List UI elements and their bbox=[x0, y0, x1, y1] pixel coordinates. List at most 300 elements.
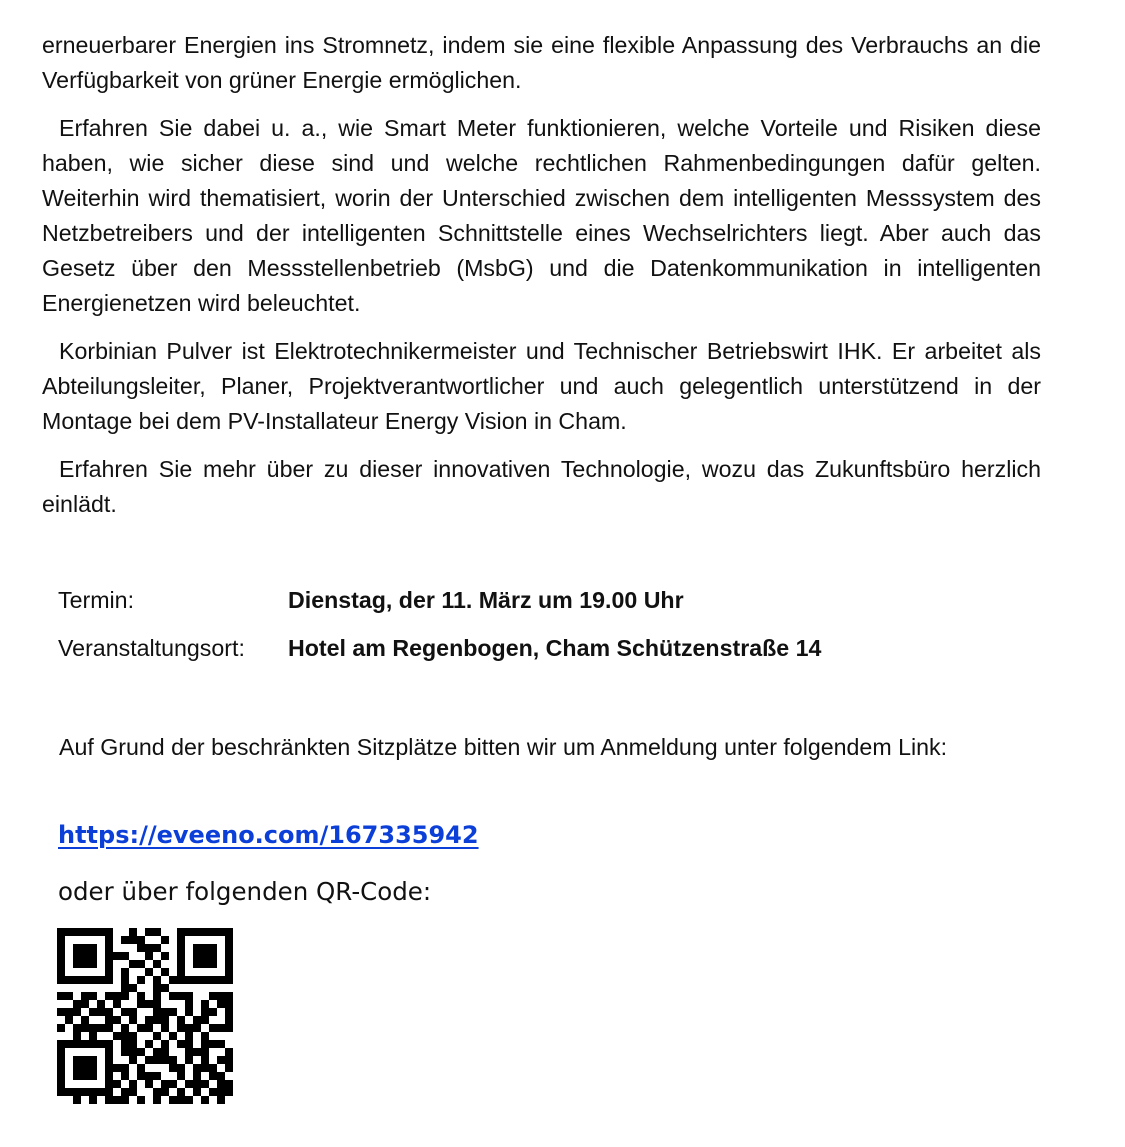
qr-module bbox=[81, 928, 89, 936]
qr-module bbox=[217, 960, 225, 968]
qr-module bbox=[113, 1040, 121, 1048]
qr-module bbox=[97, 968, 105, 976]
qr-module bbox=[177, 936, 185, 944]
qr-module bbox=[217, 1016, 225, 1024]
qr-module bbox=[145, 1064, 153, 1072]
qr-module bbox=[225, 1048, 233, 1056]
qr-module bbox=[97, 1000, 105, 1008]
qr-module bbox=[169, 1056, 177, 1064]
qr-module bbox=[105, 960, 113, 968]
qr-module bbox=[161, 1000, 169, 1008]
qr-module bbox=[145, 984, 153, 992]
qr-module bbox=[201, 1056, 209, 1064]
qr-module bbox=[177, 1000, 185, 1008]
qr-module bbox=[153, 1008, 161, 1016]
qr-module bbox=[161, 1024, 169, 1032]
qr-module bbox=[161, 1080, 169, 1088]
qr-module bbox=[137, 1072, 145, 1080]
qr-module bbox=[105, 928, 113, 936]
qr-module bbox=[73, 936, 81, 944]
qr-module bbox=[129, 960, 137, 968]
qr-module bbox=[65, 1016, 73, 1024]
qr-module bbox=[193, 1008, 201, 1016]
qr-module bbox=[65, 1048, 73, 1056]
qr-module bbox=[177, 1024, 185, 1032]
qr-module bbox=[217, 1032, 225, 1040]
qr-module bbox=[113, 976, 121, 984]
qr-module bbox=[129, 1072, 137, 1080]
qr-module bbox=[153, 1048, 161, 1056]
qr-module bbox=[57, 952, 65, 960]
qr-module bbox=[169, 984, 177, 992]
qr-module bbox=[209, 1064, 217, 1072]
qr-module bbox=[57, 1032, 65, 1040]
qr-module bbox=[65, 1088, 73, 1096]
qr-module bbox=[161, 1016, 169, 1024]
qr-module bbox=[57, 984, 65, 992]
qr-module bbox=[161, 1032, 169, 1040]
qr-module bbox=[193, 984, 201, 992]
qr-module bbox=[105, 976, 113, 984]
qr-module bbox=[153, 976, 161, 984]
qr-module bbox=[145, 1032, 153, 1040]
qr-module bbox=[121, 960, 129, 968]
qr-module bbox=[89, 992, 97, 1000]
qr-module bbox=[185, 1064, 193, 1072]
qr-module bbox=[89, 928, 97, 936]
qr-module bbox=[209, 1008, 217, 1016]
qr-module bbox=[161, 992, 169, 1000]
qr-module bbox=[153, 1024, 161, 1032]
qr-module bbox=[225, 992, 233, 1000]
qr-module bbox=[97, 960, 105, 968]
qr-module bbox=[57, 1016, 65, 1024]
qr-module bbox=[193, 1088, 201, 1096]
qr-module bbox=[209, 1016, 217, 1024]
qr-module bbox=[201, 944, 209, 952]
qr-module bbox=[177, 984, 185, 992]
qr-module bbox=[105, 1088, 113, 1096]
qr-module bbox=[153, 1056, 161, 1064]
qr-module bbox=[225, 1000, 233, 1008]
qr-module bbox=[193, 1032, 201, 1040]
qr-module bbox=[209, 1088, 217, 1096]
qr-module bbox=[129, 1040, 137, 1048]
qr-module bbox=[153, 1072, 161, 1080]
qr-module bbox=[225, 1080, 233, 1088]
qr-module bbox=[73, 944, 81, 952]
qr-module bbox=[185, 984, 193, 992]
qr-module bbox=[185, 928, 193, 936]
qr-module bbox=[145, 1048, 153, 1056]
qr-module bbox=[57, 928, 65, 936]
event-location-value: Hotel am Regenbogen, Cham Schützenstraße 14 bbox=[288, 635, 822, 661]
qr-module bbox=[209, 968, 217, 976]
qr-module bbox=[81, 992, 89, 1000]
qr-module bbox=[113, 1016, 121, 1024]
qr-module bbox=[89, 1056, 97, 1064]
invitation-paragraph: Erfahren Sie mehr über zu dieser innovativen Technologie, wozu das Zukunftsbüro herzlich einlädt. bbox=[42, 456, 1041, 517]
event-location-label: Veranstaltungsort: bbox=[58, 635, 245, 661]
qr-module bbox=[97, 1032, 105, 1040]
qr-module bbox=[73, 976, 81, 984]
qr-module bbox=[57, 944, 65, 952]
qr-module bbox=[121, 976, 129, 984]
qr-module bbox=[201, 1040, 209, 1048]
qr-module bbox=[81, 976, 89, 984]
registration-link[interactable]: https://eveeno.com/167335942 bbox=[58, 821, 479, 849]
qr-module bbox=[145, 1000, 153, 1008]
qr-module bbox=[193, 1024, 201, 1032]
qr-module bbox=[193, 1000, 201, 1008]
qr-module bbox=[201, 976, 209, 984]
qr-module bbox=[121, 1080, 129, 1088]
qr-module bbox=[161, 976, 169, 984]
qr-module bbox=[121, 1040, 129, 1048]
qr-module bbox=[73, 1072, 81, 1080]
qr-module bbox=[161, 984, 169, 992]
qr-module bbox=[129, 1064, 137, 1072]
qr-module bbox=[209, 1032, 217, 1040]
qr-module bbox=[185, 1088, 193, 1096]
qr-module bbox=[81, 1024, 89, 1032]
qr-module bbox=[121, 952, 129, 960]
qr-module bbox=[65, 976, 73, 984]
qr-module bbox=[113, 1088, 121, 1096]
qr-module bbox=[129, 936, 137, 944]
qr-module bbox=[121, 1016, 129, 1024]
qr-module bbox=[145, 1024, 153, 1032]
qr-module bbox=[209, 936, 217, 944]
qr-module bbox=[153, 944, 161, 952]
qr-module bbox=[73, 1024, 81, 1032]
qr-module bbox=[169, 1008, 177, 1016]
qr-module bbox=[137, 936, 145, 944]
qr-module bbox=[209, 1080, 217, 1088]
qr-module bbox=[65, 1024, 73, 1032]
qr-module bbox=[105, 1048, 113, 1056]
qr-module bbox=[89, 952, 97, 960]
qr-module bbox=[185, 976, 193, 984]
qr-module bbox=[57, 1056, 65, 1064]
qr-module bbox=[209, 1072, 217, 1080]
qr-module bbox=[209, 960, 217, 968]
qr-module bbox=[153, 1096, 161, 1104]
qr-module bbox=[129, 1096, 137, 1104]
qr-module bbox=[137, 1080, 145, 1088]
qr-module bbox=[201, 984, 209, 992]
qr-module bbox=[97, 1056, 105, 1064]
qr-module bbox=[169, 1088, 177, 1096]
qr-module bbox=[137, 976, 145, 984]
qr-module bbox=[129, 1048, 137, 1056]
qr-module bbox=[145, 1040, 153, 1048]
qr-module bbox=[169, 1072, 177, 1080]
qr-module bbox=[121, 944, 129, 952]
qr-module bbox=[65, 984, 73, 992]
qr-module bbox=[225, 944, 233, 952]
qr-module bbox=[217, 936, 225, 944]
qr-module bbox=[185, 1008, 193, 1016]
qr-module bbox=[153, 928, 161, 936]
qr-module bbox=[209, 1056, 217, 1064]
qr-module bbox=[177, 976, 185, 984]
qr-module bbox=[65, 1096, 73, 1104]
qr-module bbox=[201, 1096, 209, 1104]
qr-module bbox=[137, 1064, 145, 1072]
qr-module bbox=[97, 928, 105, 936]
qr-module bbox=[225, 1040, 233, 1048]
qr-module bbox=[209, 992, 217, 1000]
qr-module bbox=[209, 1040, 217, 1048]
qr-module bbox=[89, 1088, 97, 1096]
qr-module bbox=[177, 928, 185, 936]
qr-module bbox=[113, 1064, 121, 1072]
qr-module bbox=[209, 928, 217, 936]
qr-module bbox=[169, 1064, 177, 1072]
qr-module bbox=[73, 984, 81, 992]
qr-module bbox=[209, 1096, 217, 1104]
qr-module bbox=[81, 1048, 89, 1056]
qr-module bbox=[161, 1088, 169, 1096]
qr-module bbox=[105, 1064, 113, 1072]
qr-module bbox=[185, 1000, 193, 1008]
qr-module bbox=[225, 1016, 233, 1024]
qr-module bbox=[225, 1088, 233, 1096]
qr-module bbox=[161, 928, 169, 936]
qr-module bbox=[97, 1064, 105, 1072]
qr-module bbox=[105, 944, 113, 952]
qr-module bbox=[73, 1032, 81, 1040]
qr-module bbox=[177, 1096, 185, 1104]
qr-module bbox=[185, 1032, 193, 1040]
qr-module bbox=[145, 968, 153, 976]
qr-module bbox=[89, 960, 97, 968]
qr-module bbox=[137, 944, 145, 952]
qr-module bbox=[57, 936, 65, 944]
qr-module bbox=[65, 1008, 73, 1016]
qr-module bbox=[73, 1000, 81, 1008]
qr-module bbox=[169, 1016, 177, 1024]
qr-module bbox=[89, 1096, 97, 1104]
qr-module bbox=[169, 936, 177, 944]
qr-module bbox=[185, 1024, 193, 1032]
qr-module bbox=[81, 968, 89, 976]
qr-module bbox=[97, 1016, 105, 1024]
qr-module bbox=[129, 968, 137, 976]
qr-module bbox=[169, 1040, 177, 1048]
qr-module bbox=[177, 1048, 185, 1056]
qr-module bbox=[113, 1072, 121, 1080]
qr-module bbox=[217, 1088, 225, 1096]
qr-module bbox=[137, 960, 145, 968]
qr-module bbox=[193, 1040, 201, 1048]
qr-module bbox=[145, 960, 153, 968]
qr-module bbox=[161, 936, 169, 944]
qr-module bbox=[193, 1048, 201, 1056]
qr-module bbox=[201, 992, 209, 1000]
qr-module bbox=[217, 1056, 225, 1064]
qr-module bbox=[81, 1008, 89, 1016]
qr-module bbox=[153, 1064, 161, 1072]
qr-module bbox=[105, 936, 113, 944]
qr-module bbox=[73, 1088, 81, 1096]
qr-module bbox=[137, 928, 145, 936]
qr-module bbox=[81, 984, 89, 992]
registration-paragraph: Auf Grund der beschränkten Sitzplätze bitten wir um Anmeldung unter folgendem Link: bbox=[59, 734, 948, 760]
qr-module bbox=[177, 1040, 185, 1048]
qr-module bbox=[225, 1064, 233, 1072]
qr-module bbox=[177, 968, 185, 976]
qr-module bbox=[185, 1080, 193, 1088]
qr-module bbox=[217, 976, 225, 984]
qr-module bbox=[97, 1088, 105, 1096]
qr-module bbox=[193, 968, 201, 976]
event-date-row bbox=[58, 583, 821, 618]
qr-module bbox=[137, 1032, 145, 1040]
qr-module bbox=[129, 928, 137, 936]
qr-module bbox=[89, 1008, 97, 1016]
qr-module bbox=[225, 1024, 233, 1032]
qr-module bbox=[129, 952, 137, 960]
qr-module bbox=[153, 952, 161, 960]
qr-module bbox=[121, 992, 129, 1000]
qr-module bbox=[137, 1008, 145, 1016]
qr-module bbox=[121, 1064, 129, 1072]
qr-module bbox=[129, 984, 137, 992]
qr-module bbox=[201, 928, 209, 936]
document-body bbox=[42, 28, 1041, 522]
qr-module bbox=[145, 976, 153, 984]
qr-module bbox=[113, 1048, 121, 1056]
qr-module bbox=[89, 1024, 97, 1032]
qr-module bbox=[161, 968, 169, 976]
qr-module bbox=[137, 968, 145, 976]
qr-module bbox=[81, 1056, 89, 1064]
qr-module bbox=[73, 1080, 81, 1088]
qr-module bbox=[185, 952, 193, 960]
qr-module bbox=[97, 1024, 105, 1032]
qr-module bbox=[137, 1040, 145, 1048]
qr-module bbox=[217, 1008, 225, 1016]
qr-module bbox=[97, 1008, 105, 1016]
qr-module bbox=[73, 1040, 81, 1048]
qr-module bbox=[193, 944, 201, 952]
qr-module bbox=[105, 952, 113, 960]
qr-module bbox=[73, 952, 81, 960]
qr-module bbox=[81, 1016, 89, 1024]
qr-module bbox=[225, 984, 233, 992]
qr-module bbox=[97, 1040, 105, 1048]
qr-module bbox=[97, 1072, 105, 1080]
qr-code-image bbox=[57, 928, 233, 1104]
qr-module bbox=[193, 952, 201, 960]
qr-module bbox=[169, 1000, 177, 1008]
qr-module bbox=[225, 952, 233, 960]
qr-module bbox=[73, 1016, 81, 1024]
qr-module bbox=[57, 1024, 65, 1032]
qr-module bbox=[105, 1096, 113, 1104]
qr-module bbox=[169, 1024, 177, 1032]
qr-module bbox=[153, 968, 161, 976]
qr-module bbox=[217, 952, 225, 960]
event-date-label: Termin: bbox=[58, 587, 135, 613]
qr-module bbox=[177, 1080, 185, 1088]
qr-module bbox=[113, 960, 121, 968]
qr-module bbox=[217, 968, 225, 976]
qr-module bbox=[129, 1088, 137, 1096]
qr-module bbox=[81, 1080, 89, 1088]
qr-module bbox=[209, 1024, 217, 1032]
qr-module bbox=[177, 960, 185, 968]
qr-module bbox=[201, 1032, 209, 1040]
qr-module bbox=[65, 928, 73, 936]
qr-module bbox=[121, 1032, 129, 1040]
qr-module bbox=[105, 984, 113, 992]
qr-module bbox=[185, 1048, 193, 1056]
qr-module bbox=[169, 992, 177, 1000]
qr-module bbox=[97, 976, 105, 984]
qr-module bbox=[113, 936, 121, 944]
qr-module bbox=[105, 1072, 113, 1080]
qr-module bbox=[153, 1000, 161, 1008]
qr-module bbox=[137, 1088, 145, 1096]
qr-module bbox=[57, 1072, 65, 1080]
qr-module bbox=[89, 1000, 97, 1008]
qr-module bbox=[185, 1016, 193, 1024]
qr-module bbox=[81, 1032, 89, 1040]
qr-module bbox=[89, 984, 97, 992]
smart-meter-paragraph: Erfahren Sie dabei u. a., wie Smart Meter funktionieren, welche Vorteile und Risiken diese haben, wie sicher diese sind und welche rechtlichen Rahmenbedingungen dafür gelten. Weiterhin wird thematisiert, worin der Unterschied zwischen dem intelligenten Messsystem des Netzbetreibers und der intelligenten Schnittstelle eines Wechselrichters liegt. Aber auch das Gesetz über den Messstellenbetrieb (MsbG) und die Datenkommunikation in intelligenten Energienetzen wird beleuchtet. bbox=[42, 115, 1041, 316]
qr-module bbox=[129, 1008, 137, 1016]
qr-module bbox=[177, 1056, 185, 1064]
qr-module bbox=[137, 1000, 145, 1008]
qr-code-intro: oder über folgenden QR-Code: bbox=[58, 877, 432, 906]
qr-module bbox=[193, 992, 201, 1000]
qr-module bbox=[169, 968, 177, 976]
qr-module bbox=[201, 1008, 209, 1016]
qr-module bbox=[129, 1056, 137, 1064]
qr-module bbox=[193, 1016, 201, 1024]
qr-module bbox=[97, 952, 105, 960]
qr-module bbox=[89, 944, 97, 952]
qr-module bbox=[169, 1032, 177, 1040]
qr-module bbox=[113, 968, 121, 976]
qr-module bbox=[73, 1096, 81, 1104]
qr-module bbox=[201, 1064, 209, 1072]
qr-module bbox=[81, 1040, 89, 1048]
qr-module bbox=[177, 1072, 185, 1080]
qr-module bbox=[89, 976, 97, 984]
qr-module bbox=[89, 968, 97, 976]
qr-module bbox=[113, 1000, 121, 1008]
qr-module bbox=[121, 1072, 129, 1080]
qr-module bbox=[161, 1072, 169, 1080]
qr-module bbox=[97, 944, 105, 952]
qr-module bbox=[57, 1088, 65, 1096]
qr-module bbox=[105, 1016, 113, 1024]
qr-module bbox=[113, 928, 121, 936]
qr-module bbox=[129, 992, 137, 1000]
qr-module bbox=[65, 936, 73, 944]
qr-module bbox=[89, 936, 97, 944]
qr-module bbox=[57, 1064, 65, 1072]
qr-module bbox=[145, 952, 153, 960]
qr-module bbox=[193, 976, 201, 984]
qr-module bbox=[89, 1072, 97, 1080]
qr-module bbox=[97, 936, 105, 944]
qr-module bbox=[225, 960, 233, 968]
